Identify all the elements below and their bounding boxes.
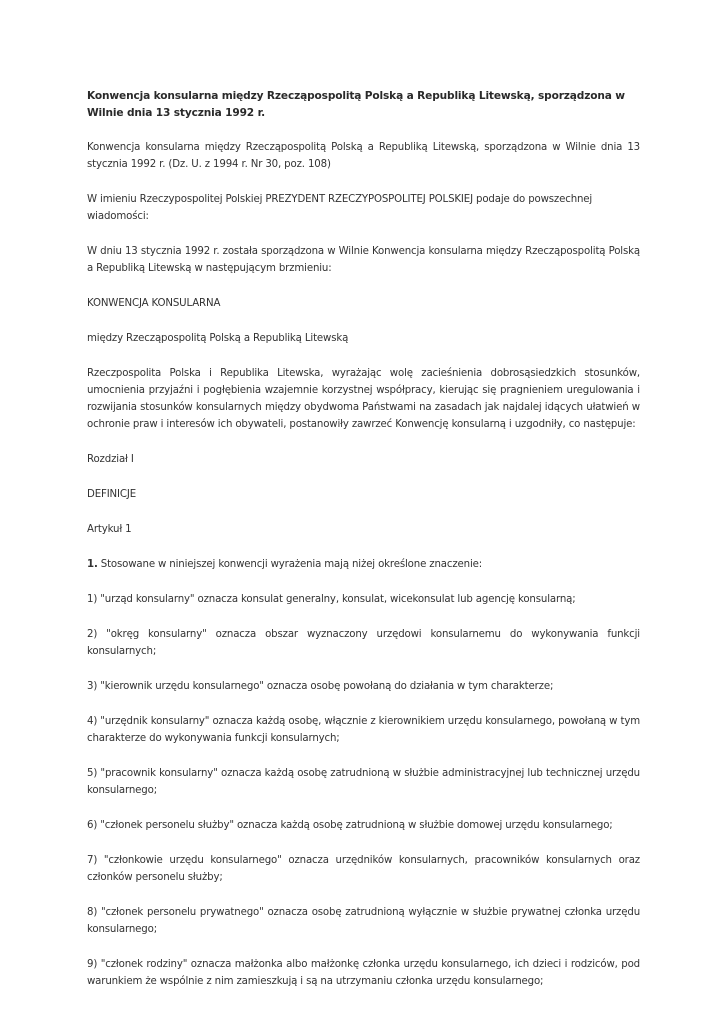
definition-item-5: 5) "pracownik konsularny" oznacza każdą osobę zatrudnioną w służbie administracyjnej lub technicznej urzędu konsularnego; bbox=[87, 768, 640, 796]
proclamation-paragraph: W imieniu Rzeczypospolitej Polskiej PREZYDENT RZECZYPOSPOLITEJ POLSKIEJ podaje do powszechnej wiadomości: bbox=[87, 194, 593, 222]
paragraph-number: 1. bbox=[87, 559, 98, 570]
paragraph-text: Stosowane w niniejszej konwencji wyrażenia mają niżej określone znaczenie: bbox=[97, 559, 483, 570]
article-label: Artykuł 1 bbox=[87, 524, 132, 535]
chapter-title: DEFINICJE bbox=[87, 489, 136, 500]
intro-paragraph: W dniu 13 stycznia 1992 r. została sporządzona w Wilnie Konwencja konsularna między Rzecząpospolitą Polską a Republiką Litewską w następującym brzmieniu: bbox=[87, 246, 640, 274]
definition-item-3: 3) "kierownik urzędu konsularnego" oznacza osobę powołaną do działania w tym charakterze; bbox=[87, 681, 554, 692]
document-title: Konwencja konsularna między Rzecząpospolitą Polską a Republiką Litewską, sporządzona w Wilnie dnia 13 stycznia 1992 r. bbox=[87, 90, 625, 119]
citation-paragraph: Konwencja konsularna między Rzecząpospolitą Polską a Republiką Litewską, sporządzona w Wilnie dnia 13 stycznia 1992 r. (Dz. U. z 1994 r. Nr 30, poz. 108) bbox=[87, 142, 640, 170]
definition-item-8: 8) "członek personelu prywatnego" oznacza osobę zatrudnioną wyłącznie w służbie prywatnej członka urzędu konsularnego; bbox=[87, 907, 640, 935]
article-paragraph-1 bbox=[87, 556, 640, 573]
definition-item-1: 1) "urząd konsularny" oznacza konsulat generalny, konsulat, wicekonsulat lub agencję konsularną; bbox=[87, 594, 576, 605]
document-page bbox=[87, 88, 640, 1008]
convention-subheading: między Rzecząpospolitą Polską a Republiką Litewską bbox=[87, 333, 349, 344]
preamble-paragraph: Rzeczpospolita Polska i Republika Litewska, wyrażając wolę zacieśnienia dobrosąsiedzkich stosunków, umocnienia przyjaźni i pogłębienia wzajemnie korzystnej współpracy, kierując się pragnieniem uregulowania i rozwijania stosunków konsularnych między obydwoma Państwami na zasadach jak najdalej idących ułatwień w ochronie praw i interesów ich obywateli, postanowiły zawrzeć Konwencję konsularną i uzgodniły, co następuje: bbox=[87, 368, 640, 430]
chapter-label: Rozdział I bbox=[87, 454, 134, 465]
definition-item-2: 2) "okręg konsularny" oznacza obszar wyznaczony urzędowi konsularnemu do wykonywania funkcji konsularnych; bbox=[87, 629, 640, 657]
definition-item-6: 6) "członek personelu służby" oznacza każdą osobę zatrudnioną w służbie domowej urzędu konsularnego; bbox=[87, 820, 613, 831]
definition-item-4: 4) "urzędnik konsularny" oznacza każdą osobę, włącznie z kierownikiem urzędu konsularnego, powołaną w tym charakterze do wykonywania funkcji konsularnych; bbox=[87, 716, 640, 744]
definition-item-7: 7) "członkowie urzędu konsularnego" oznacza urzędników konsularnych, pracowników konsularnych oraz członków personelu służby; bbox=[87, 855, 640, 883]
convention-heading: KONWENCJA KONSULARNA bbox=[87, 298, 221, 309]
definition-item-9: 9) "członek rodziny" oznacza małżonka albo małżonkę członka urzędu konsularnego, ich dzieci i rodziców, pod warunkiem że wspólnie z nim zamieszkują i są na utrzymaniu członka urzędu konsularnego; bbox=[87, 959, 640, 987]
